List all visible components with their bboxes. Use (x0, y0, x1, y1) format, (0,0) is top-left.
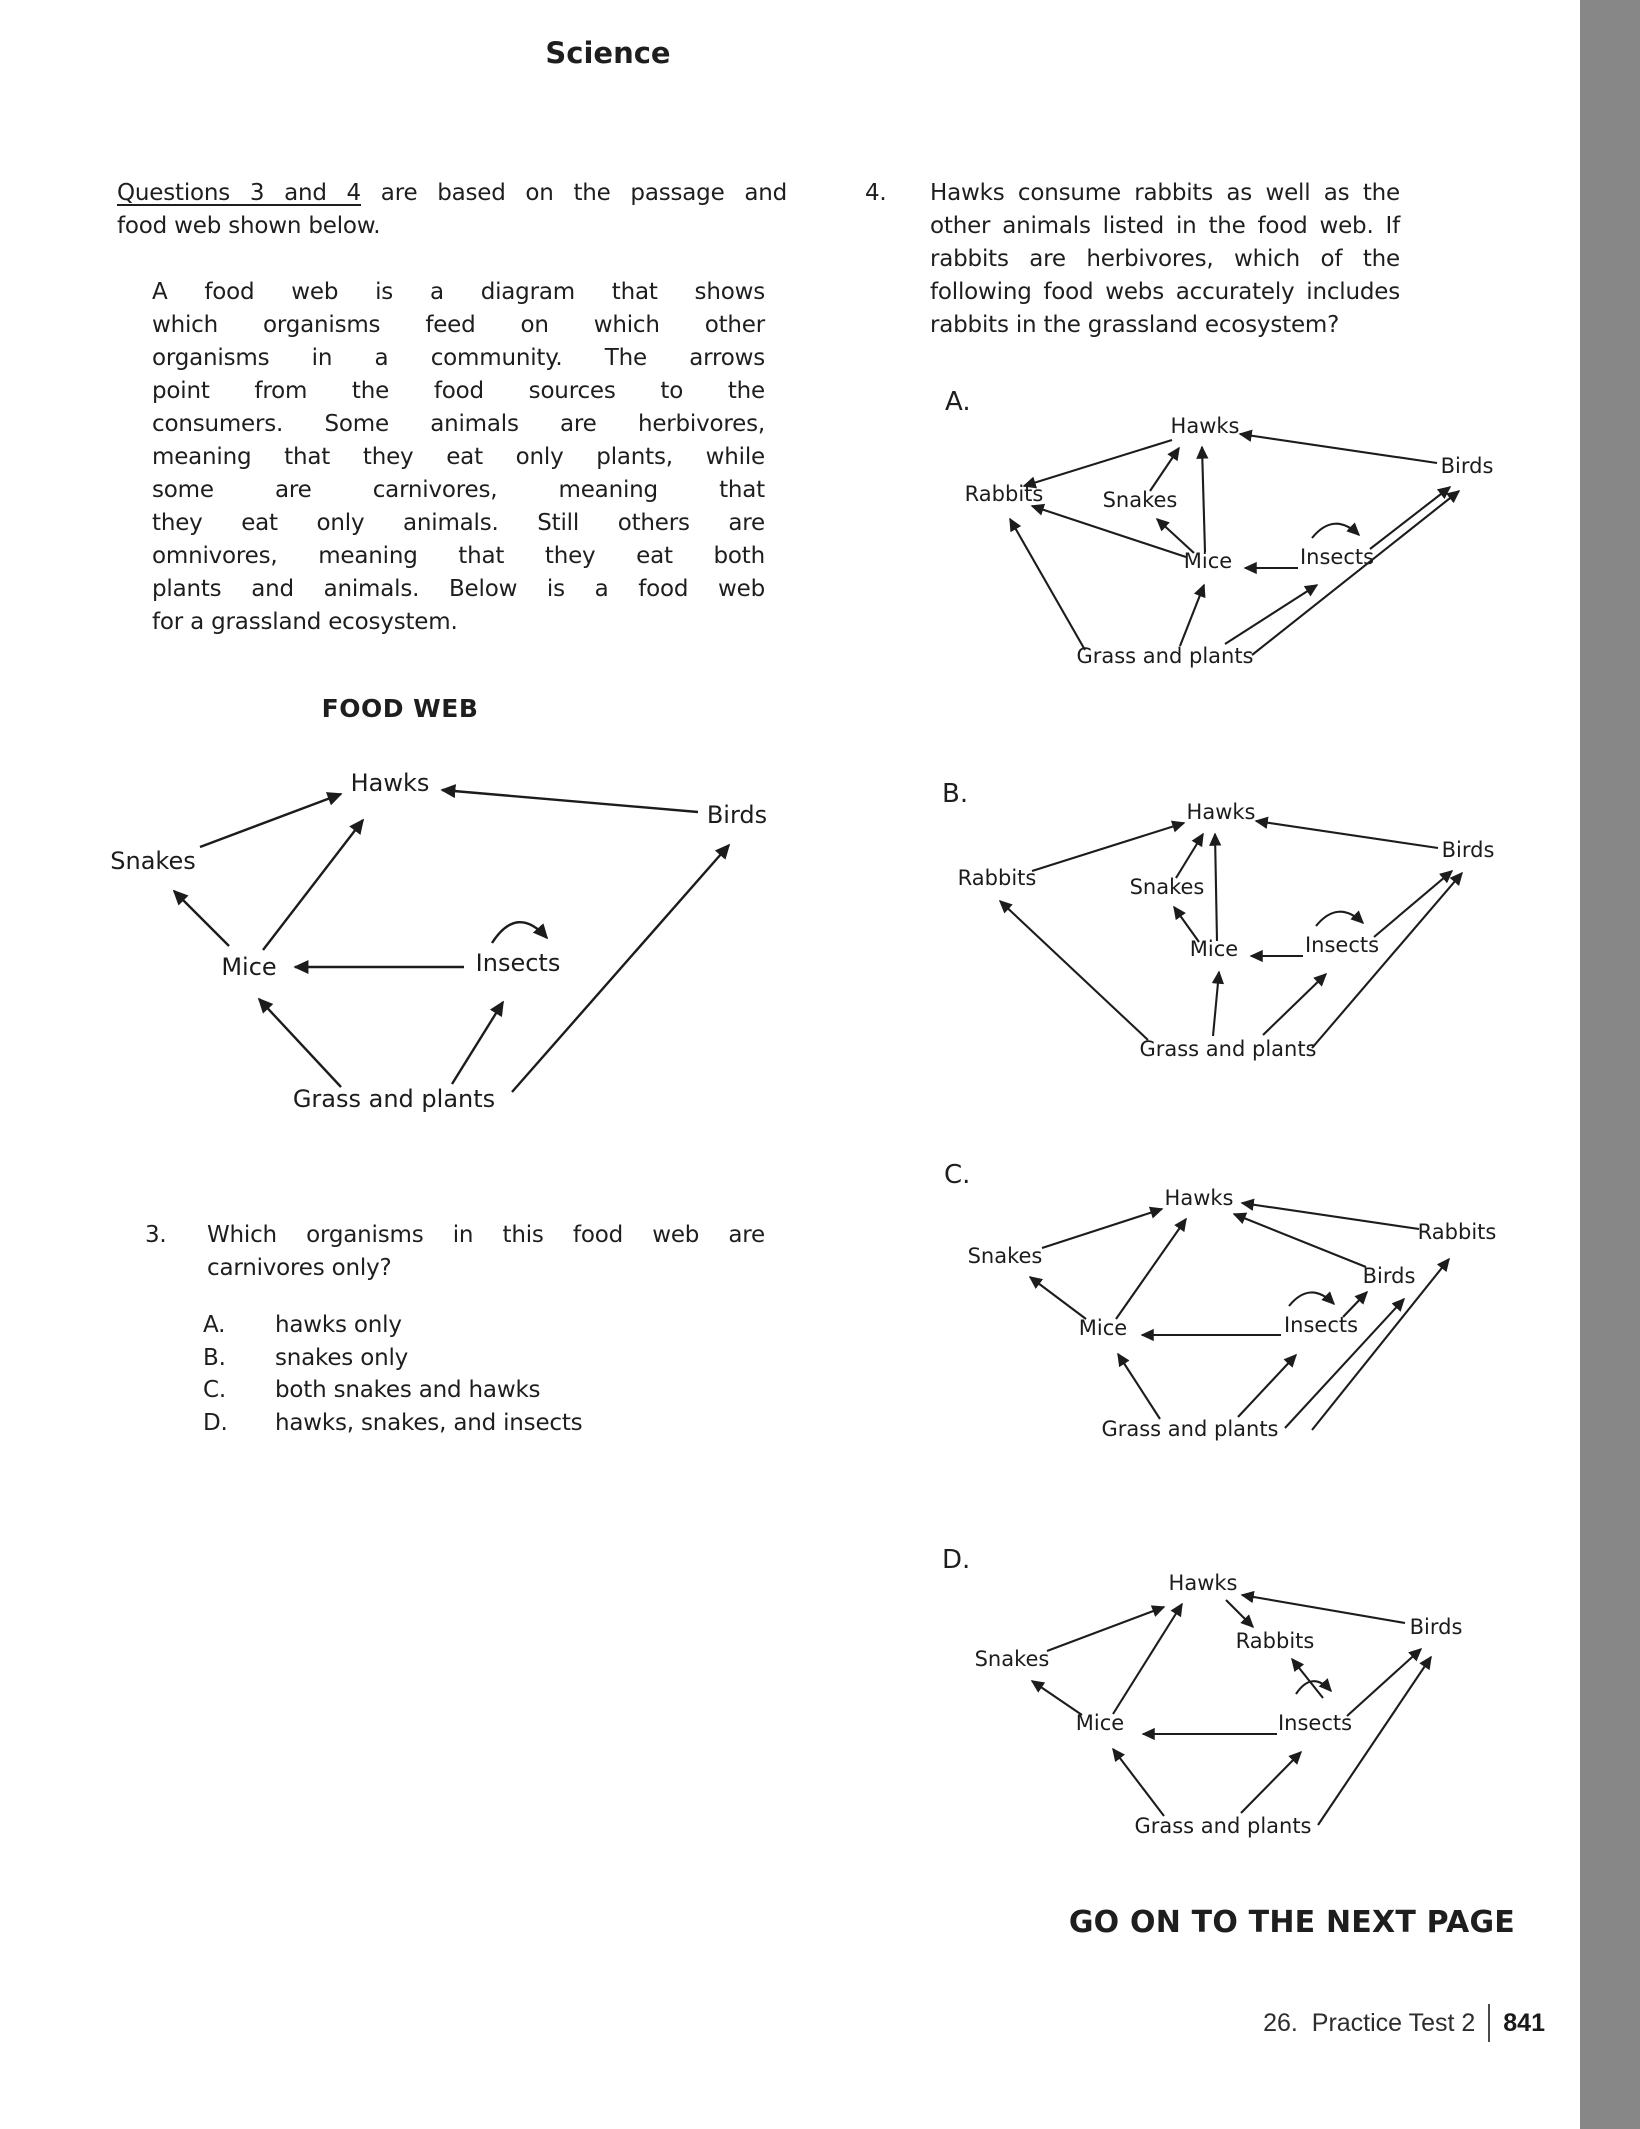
arrow-grass-to-birds (512, 845, 729, 1092)
self-loop-insects (1296, 1681, 1331, 1694)
arrow-mice-to-hawks (263, 820, 363, 950)
arrow-mice-to-rabbits (1032, 506, 1186, 557)
node-D-rabbits: Rabbits (1235, 1629, 1315, 1653)
arrow-grass-to-mice (1213, 972, 1219, 1036)
passage-line: omnivores, meaning that they eat both (152, 543, 765, 569)
q3-options (203, 1309, 763, 1439)
arrow-birds-to-hawks (1242, 1595, 1405, 1623)
node-main-mice: Mice (221, 953, 277, 981)
node-B-snakes: Snakes (1129, 875, 1205, 899)
passage-line: meaning that they eat only plants, while (152, 444, 765, 470)
intro-line1-rest: are based on the passage and (361, 180, 787, 206)
arrow-birds-to-hawks (1234, 1214, 1366, 1267)
node-main-insects: Insects (475, 949, 561, 977)
q3-option-a (203, 1309, 763, 1342)
option-letter: A. (203, 1312, 226, 1338)
footer-section-label: 26. Practice Test 2 (1263, 2008, 1476, 2037)
node-D-birds: Birds (1409, 1615, 1463, 1639)
arrow-insects-to-birds (1347, 1649, 1421, 1716)
arrow-snakes-to-hawks (1047, 1607, 1164, 1651)
food-web-diagram-D (942, 1545, 1462, 1838)
node-main-hawks: Hawks (350, 769, 430, 797)
arrow-snakes-to-hawks (1042, 1209, 1162, 1248)
arrow-grass-to-birds (1312, 873, 1462, 1048)
self-loop-insects (1316, 912, 1363, 926)
page-footer (1263, 2004, 1545, 2042)
arrow-insects-to-birds (1343, 1292, 1367, 1317)
arrow-birds-to-hawks (1240, 434, 1437, 463)
arrow-mice-to-hawks (1202, 447, 1205, 552)
node-A-snakes: Snakes (1102, 488, 1178, 512)
q3-option-d (203, 1407, 763, 1440)
arrow-grass-to-birds (1252, 491, 1459, 655)
arrow-grass-to-mice (1180, 585, 1204, 646)
node-D-mice: Mice (1075, 1711, 1125, 1735)
node-A-birds: Birds (1440, 454, 1494, 478)
self-loop-insects (492, 922, 547, 943)
node-C-hawks: Hawks (1164, 1186, 1234, 1210)
arrow-rabbits-to-hawks (1242, 1203, 1419, 1229)
intro-underlined: Questions 3 and 4 (117, 180, 361, 206)
node-C-mice: Mice (1078, 1316, 1128, 1340)
arrow-snakes-to-hawks (200, 794, 341, 847)
arrow-hawks-to-rabbits (1024, 440, 1172, 486)
arrow-mice-to-hawks (1113, 1604, 1182, 1714)
arrow-grass-to-insects (1241, 1752, 1301, 1813)
arrow-grass-to-rabbits (1312, 1259, 1449, 1430)
food-web-diagram-main (110, 769, 767, 1113)
arrow-grass-to-insects (1225, 585, 1317, 644)
node-D-snakes: Snakes (974, 1647, 1050, 1671)
option-text: snakes only (275, 1344, 409, 1371)
node-A-insects: Insects (1299, 545, 1375, 569)
arrow-rabbits-to-hawks (1032, 823, 1184, 871)
passage-line: they eat only animals. Still others are (152, 510, 765, 536)
passage-line: point from the food sources to the (152, 378, 765, 404)
arrow-grass-to-rabbits (1010, 519, 1085, 650)
node-B-hawks: Hawks (1186, 800, 1256, 824)
node-A-rabbits: Rabbits (964, 482, 1044, 506)
intro-line-2: food web shown below. (117, 213, 381, 239)
node-B-grass: Grass and plants (1139, 1037, 1317, 1061)
arrow-grass-to-mice (259, 999, 341, 1087)
node-A-hawks: Hawks (1170, 414, 1240, 438)
node-D-insects: Insects (1277, 1711, 1353, 1735)
q3-line-2: carnivores only? (207, 1255, 392, 1281)
passage-line: some are carnivores, meaning that (152, 477, 765, 503)
arrow-grass-to-rabbits (1000, 901, 1148, 1040)
arrow-mice-to-snakes (1157, 519, 1194, 553)
passage-line: consumers. Some animals are herbivores, (152, 411, 765, 437)
q4-number: 4. (865, 180, 887, 206)
q4-line: Hawks consume rabbits as well as the (930, 180, 1400, 206)
node-main-grass: Grass and plants (292, 1085, 496, 1113)
arrow-mice-to-snakes (1174, 907, 1199, 942)
node-A-mice: Mice (1183, 549, 1233, 573)
passage-line: plants and animals. Below is a food web (152, 576, 765, 602)
arrow-insects-to-birds (1374, 871, 1452, 937)
node-C-grass: Grass and plants (1101, 1417, 1279, 1441)
page-title: Science (545, 36, 671, 70)
arrow-birds-to-hawks (1256, 821, 1438, 848)
diagram-label-A: A. (945, 387, 971, 417)
food-web-diagram-A (945, 387, 1493, 668)
arrow-grass-to-birds (1318, 1657, 1431, 1825)
q3-option-c (203, 1374, 763, 1407)
option-letter: B. (203, 1344, 226, 1371)
diagram-label-B: B. (942, 779, 969, 809)
q3-line-1: Which organisms in this food web are (207, 1222, 765, 1248)
arrow-mice-to-hawks (1116, 1219, 1186, 1319)
option-text: both snakes and hawks (275, 1377, 541, 1403)
node-C-insects: Insects (1283, 1313, 1359, 1337)
q4-line: other animals listed in the food web. If (930, 213, 1400, 239)
q3-number: 3. (145, 1222, 167, 1248)
node-B-insects: Insects (1304, 933, 1380, 957)
footer-page-number: 841 (1503, 2008, 1545, 2037)
option-text: hawks only (275, 1312, 402, 1338)
q4-line: rabbits in the grassland ecosystem? (930, 312, 1340, 338)
option-letter: C. (203, 1377, 226, 1403)
arrow-grass-to-insects (452, 1002, 503, 1084)
passage-line: A food web is a diagram that shows (152, 279, 765, 305)
node-C-snakes: Snakes (967, 1244, 1043, 1268)
q4-text (930, 177, 1400, 342)
q4-line: following food webs accurately includes (930, 279, 1400, 305)
node-C-rabbits: Rabbits (1417, 1220, 1497, 1244)
arrow-grass-to-insects (1238, 1355, 1296, 1417)
node-B-birds: Birds (1441, 838, 1495, 862)
node-C-birds: Birds (1362, 1264, 1416, 1288)
diagram-label-D: D. (942, 1545, 971, 1575)
q3-text (207, 1219, 765, 1285)
option-text: hawks, snakes, and insects (275, 1409, 583, 1436)
node-B-mice: Mice (1189, 937, 1239, 961)
arrow-snakes-to-hawks (1150, 448, 1179, 491)
node-main-snakes: Snakes (110, 847, 196, 875)
diagram-label-C: C. (944, 1160, 971, 1190)
passage-line: for a grassland ecosystem. (152, 609, 458, 635)
page-edge-bar (1580, 0, 1640, 2129)
node-A-grass: Grass and plants (1076, 644, 1254, 668)
node-D-hawks: Hawks (1168, 1571, 1238, 1595)
q3-option-b (203, 1342, 763, 1375)
food-web-heading: FOOD WEB (321, 694, 479, 723)
arrow-mice-to-snakes (174, 891, 229, 946)
go-on-notice: GO ON TO THE NEXT PAGE (1068, 1905, 1515, 1940)
arrow-grass-to-mice (1118, 1354, 1160, 1419)
arrow-grass-to-insects (1263, 974, 1326, 1035)
passage-line: which organisms feed on which other (152, 312, 765, 338)
arrow-mice-to-snakes (1032, 1681, 1082, 1715)
self-loop-insects (1289, 1292, 1334, 1306)
arrow-hawks-to-rabbits (1226, 1600, 1253, 1627)
option-letter: D. (203, 1409, 228, 1436)
arrow-mice-to-snakes (1030, 1277, 1086, 1319)
food-web-diagram-B (942, 779, 1494, 1061)
node-D-grass: Grass and plants (1134, 1814, 1312, 1838)
arrow-mice-to-hawks (1215, 834, 1217, 941)
arrow-insects-to-rabbits (1292, 1659, 1323, 1698)
arrow-grass-to-birds (1285, 1299, 1404, 1428)
intro-line-1 (117, 177, 787, 210)
passage-line: organisms in a community. The arrows (152, 345, 765, 371)
passage (152, 276, 765, 639)
arrow-grass-to-mice (1113, 1749, 1164, 1816)
node-B-rabbits: Rabbits (957, 866, 1037, 890)
node-main-birds: Birds (706, 801, 768, 829)
arrow-insects-to-birds (1370, 487, 1450, 549)
footer-divider (1488, 2004, 1490, 2042)
q4-line: rabbits are herbivores, which of the (930, 246, 1400, 272)
intro-text (117, 177, 787, 243)
food-web-diagram-C (944, 1160, 1496, 1441)
self-loop-insects (1312, 524, 1359, 538)
arrow-snakes-to-hawks (1176, 834, 1203, 878)
arrow-birds-to-hawks (442, 790, 698, 812)
